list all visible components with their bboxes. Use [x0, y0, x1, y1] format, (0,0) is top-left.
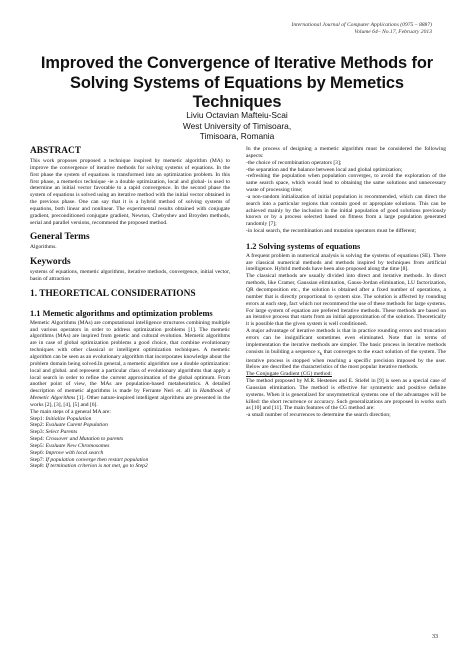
author-block: [0, 110, 474, 142]
sequence-subscript: k: [319, 350, 322, 356]
keywords-heading: Keywords: [30, 257, 71, 268]
step-text: If population converge then restart population: [45, 456, 149, 463]
section12-paragraph: A frequent problem in numerical analysis is solving the systems of equations (SE). There are classical numerical methods and methods inspired by techniques from artificial intelligence. Hybrid methods have been also proposed along the time [8].: [246, 252, 446, 273]
step-text: Improve with local search: [45, 449, 104, 456]
iterative-advantage-paragraph: [246, 328, 446, 371]
step-text: Crossover and Mutation to parents: [45, 436, 124, 443]
step-label: Step7:: [30, 456, 46, 463]
step-label: Step4:: [30, 436, 46, 443]
section11-paragraph: [30, 320, 230, 409]
step-item: [30, 450, 230, 457]
steps-list: [30, 416, 230, 471]
classical-methods-paragraph: The classical methods are usually divided into direct and iterative methods. In direct methods, like Cramer, Gaussian elimination, Gauss-Jordan elimination, LU factorization, QR decomposition etc., the solution is obtained after a fixed number of operations, a number that is directly proportional to system size. The solution is affected by rounding errors at each step, fact which not recommend the use of these methods for large systems. For large system of equation are prefered iterative methods. These methods are based on an iterative process that starts from an initial approximation of the solution. Theoretically it is possible that the given system is well conditioned.: [246, 273, 446, 328]
cg-features-list: [246, 412, 446, 419]
step-item: [30, 416, 230, 423]
paper-title-line2: Solving Systems of Equations by Memetics Techniques: [70, 73, 404, 111]
step-item: [30, 429, 230, 436]
right-column: [246, 146, 446, 419]
keywords-text: systems of equations, memetic algorithms, iterative methods, convergence, initial vector, basin of attraction: [30, 269, 230, 283]
step-label: Step8:: [30, 463, 46, 470]
section1-heading: 1. THEORETICAL CONSIDERATIONS: [30, 288, 196, 299]
step-label: Step1:: [30, 415, 46, 422]
design-aspects-intro: In the process of designing a memetic algorithm must be considered the following aspects:: [246, 146, 446, 159]
step-text: Initialize Population: [45, 415, 92, 422]
step-text: If termination criterion is not met, go to Step2: [45, 463, 148, 470]
author-location: Timisoara, Romania: [199, 131, 275, 142]
list-item: -in local search, the recombination and mutation operators must be different;: [246, 228, 417, 235]
step-item: [30, 443, 230, 450]
list-item: -a small number of recurrences to determine the search direction;: [246, 412, 391, 419]
iterative-text-end: that converges to the exact solution of the system. The iterative process is stopped when reaching a specific precision imposed by the user. Below are described the characteristics of the most popular iterative methods.: [246, 348, 447, 371]
section11-text: Memetic Algorithms (MAs) are computational intelligence structures combining multiple and various operators in order to address optimization problems [1]. The memetic algorithms (MAs) are inspired from genetic and cultural evolution. Memetic algorithms are in case of global optimization problems a good choice, that combine evolutionary techniques with other classical or intelligent optimization techniques. A memetic algorithm can be seen as an evolutionary algorithm that incorporates knowledge about the problem domain being solved.In general, a memetic algorithm use a double optimization: local and global. and represent a particular class of evolutionary algorithms that apply a local search in order to refine the current approximation of the global optimum. From another point of view, the MAs are population-based metaheuristics. A detailed description of memetic algorithms is made by Ferrante Neri et. all in: [30, 319, 230, 395]
step-label: Step5:: [30, 442, 46, 449]
step-label: Step3:: [30, 429, 46, 436]
general-terms-text: Algorithms.: [30, 244, 57, 251]
general-terms-heading: General Terms: [30, 232, 90, 243]
iterative-text: A major advantage of iterative methods is that in practice rounding errors and truncation errors can be insignificant sometimes even eliminated. Note that in terms of implementation the iterative methods are simpler. The basic process in iterative methods consists in building a sequence x: [246, 328, 446, 355]
journal-volume: Volume 64– No.17, February 2013: [354, 29, 432, 35]
design-aspects-list: [246, 160, 446, 235]
step-text: Evaluate Curent Population: [45, 422, 108, 429]
author-affiliation: West University of Timisoara,: [182, 120, 292, 131]
step-item: [30, 463, 230, 470]
list-item: -a non-random initialization of initial population is recommended, which can direct the search into a particular regions that contain good or appropiate solutions. This can be achieved mainly by the inclusion in the initial population of good solutions previously known or by a process selected based on fitness from a large population generated randomly [7];: [246, 193, 446, 228]
section11-text-end: [1]. Other nature-inspired intelligent algorithms are presented in the works [2], [3], [4], [5] and [6].: [30, 395, 230, 408]
step-label: Step2:: [30, 422, 46, 429]
abstract-heading: ABSTRACT: [30, 146, 82, 156]
section12-heading: 1.2 Solving systems of equations: [246, 241, 361, 251]
step-item: [30, 422, 230, 429]
list-item: -refreshing the population when population converges, to avoid the exploration of the same search space, which would lead to obtaining the same solutions and unnecessary waste of processing time;: [246, 173, 446, 194]
steps-intro: The main steps of a general MA are:: [30, 408, 111, 415]
journal-header: [291, 22, 432, 36]
list-item: -the separation and the balance between local and global optimization;: [246, 166, 403, 173]
cg-paragraph: The method proposed by M.R. Hestenes and E. Stiefel in [9] is seen as a special case of Gaussian elimination. The method is effective for symmetric and positive definite systems. When it is generalized for unsymmetrical systems one of the advantages will be killed: the short recurrence or accuracy. Such generalizations are proposed in works such as [10] and [11]. The main features of the CG method are:: [246, 378, 446, 412]
abstract-text: This work proposes proposed a technique inspired by memetic algorithm (MA) to improve the convergence of iterative methods for solving systems of equations. In the first phase the system of equations is transformed into an optimization problem. In this first phase, a memetics technique -ie a double optimization, local and global- is used to determine an initial vector favorable to a rapid convergence. In the second phase the system of equations is solved using an iterative method with the initial vector obtained in the previous phase. One can say that it is a hybrid method of solving systems of equations, both linear and nonlinear. The experimental results obtained with conjugate gradient, preconditioned conjugate gradient, Newton, Chebyshev and Broyden methods, serial and parallel versions, recommend the proposed method.: [30, 158, 230, 226]
paper-title-line1: Improved the Convergence of Iterative Methods for: [40, 54, 434, 72]
step-text: Select Parents: [45, 429, 78, 436]
step-text: Evaluate New Chromosomes: [45, 442, 110, 449]
step-label: Step6:: [30, 449, 46, 456]
cg-heading: The Conjugate Gradient (CG) method:: [246, 371, 332, 378]
step-item: [30, 436, 230, 443]
journal-name: International Journal of Computer Applications (0975 – 8887): [291, 22, 432, 28]
page-number: 33: [432, 634, 438, 640]
paper-title: [30, 54, 444, 113]
handbook-title: Handbook of Memetic Algorithms: [30, 388, 231, 402]
author-name: Liviu Octavian Mafteiu-Scai: [186, 110, 288, 120]
section11-heading: 1.1 Memetic algorithms and optimization problems: [30, 308, 213, 318]
left-column: [30, 146, 230, 470]
list-item: -the choice of recombination operators [3];: [246, 159, 342, 166]
